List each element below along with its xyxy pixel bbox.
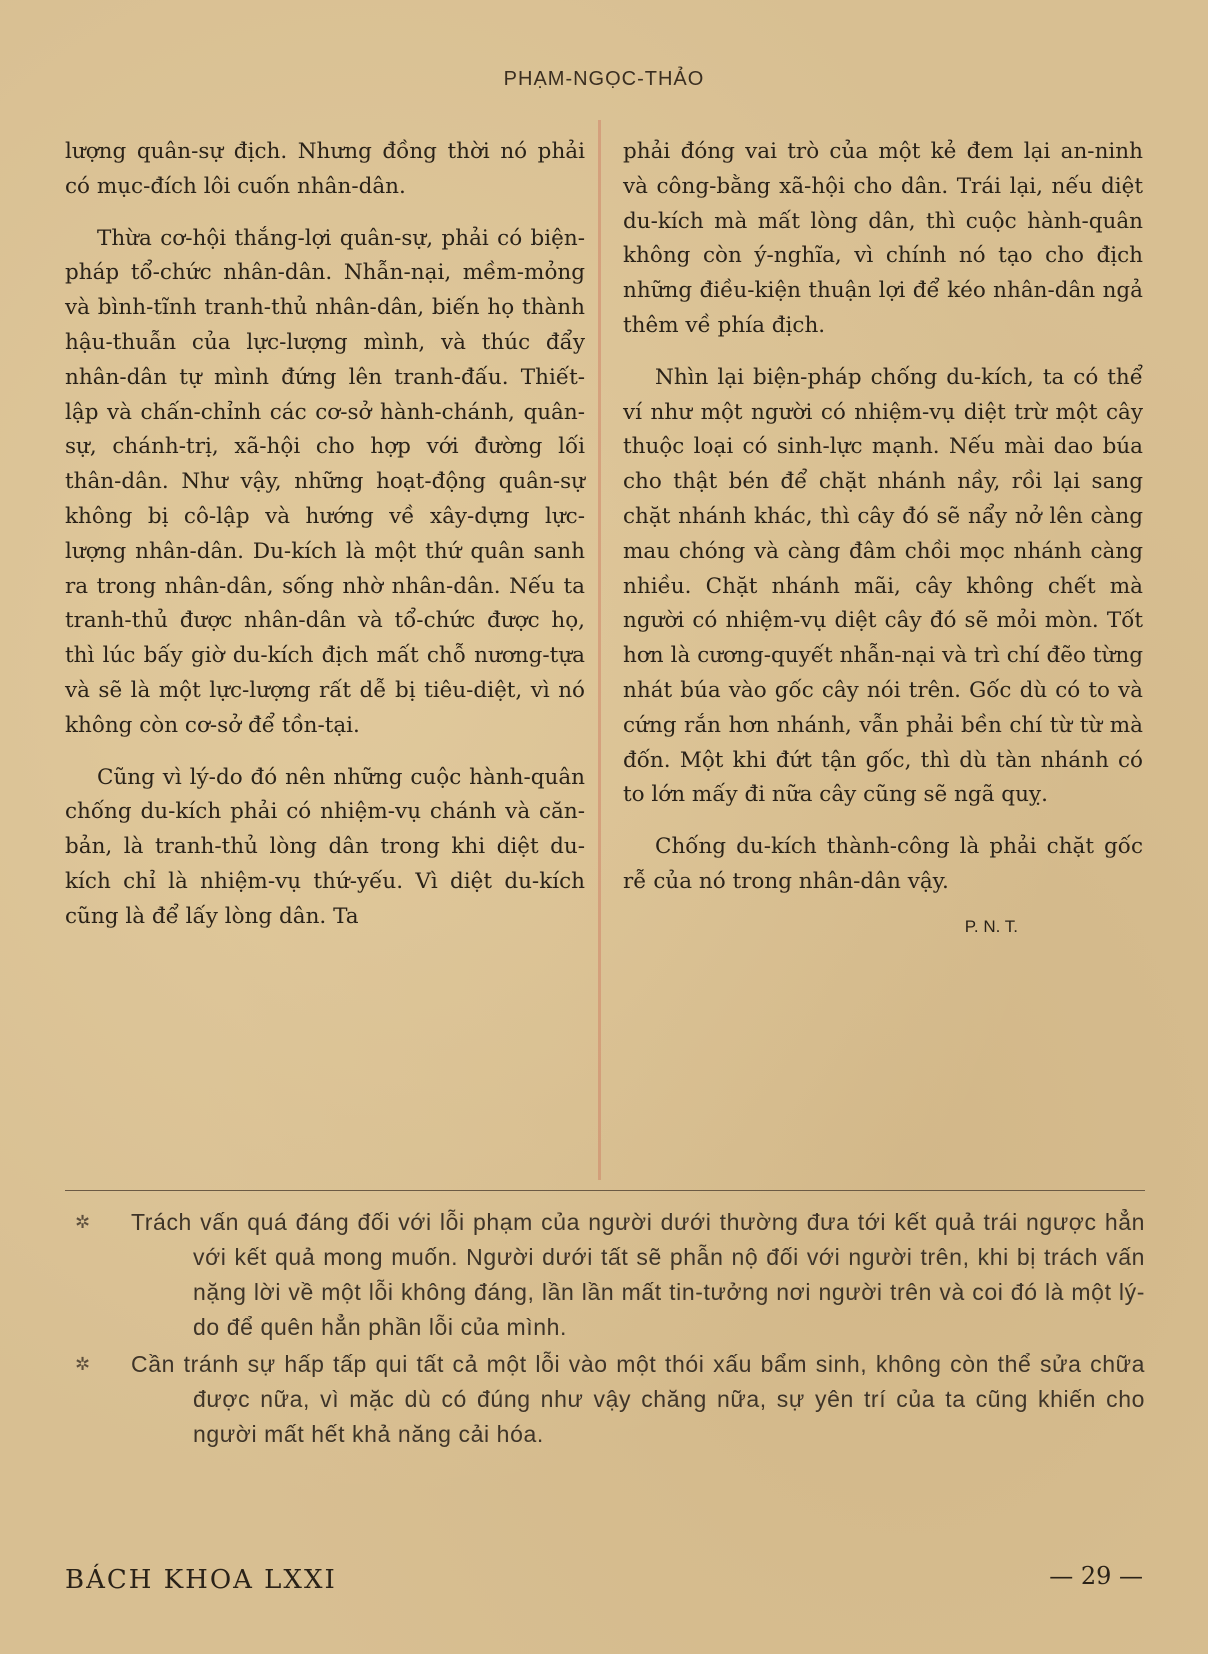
section-divider bbox=[65, 1190, 1145, 1191]
page-number: — 29 — bbox=[1049, 1562, 1143, 1590]
paragraph: Chống du-kích thành-công là phải chặt gốc rễ của nó trong nhân-dân vậy. bbox=[623, 834, 1143, 894]
running-head: PHẠM-NGỌC-THẢO bbox=[503, 68, 705, 90]
paragraph: lượng quân-sự địch. Nhưng đồng thời nó phải có mục-đích lôi cuốn nhân-dân. bbox=[65, 139, 585, 199]
paragraph: phải đóng vai trò của một kẻ đem lại an-ninh và công-bằng xã-hội cho dân. Trái lại, nếu diệt du-kích mà mất lòng dân, thì cuộc hành-quân không còn ý-nghĩa, vì chính nó tạo cho địch những điều-kiện thuận lợi để kéo nhân-dân ngả thêm về phía địch. bbox=[623, 139, 1143, 338]
note-item bbox=[65, 1205, 1145, 1345]
magazine-name: BÁCH KHOA LXXI bbox=[65, 1565, 337, 1595]
note-text: Cần tránh sự hấp tấp qui tất cả một lỗi vào một thói xấu bẩm sinh, không còn thể sửa chữa được nữa, vì mặc dù có đúng như vậy chăng nữa, sự yên trí của ta cũng khiến cho người mất hết khả năng cải hóa. bbox=[131, 1351, 1145, 1447]
star-bullet-icon: ✲ bbox=[75, 1212, 91, 1232]
left-column bbox=[65, 135, 585, 952]
star-bullet-icon: ✲ bbox=[75, 1354, 91, 1374]
paragraph: Cũng vì lý-do đó nên những cuộc hành-quân chống du-kích phải có nhiệm-vụ chánh và căn-bản, là tranh-thủ lòng dân trong khi diệt du-kích chỉ là nhiệm-vụ thứ-yếu. Vì diệt du-kích cũng là để lấy lòng dân. Ta bbox=[65, 764, 585, 929]
footnotes bbox=[65, 1205, 1145, 1454]
page-fold-mark bbox=[598, 120, 601, 1180]
paragraph: Nhìn lại biện-pháp chống du-kích, ta có thể ví như một người có nhiệm-vụ diệt trừ một cây thuộc loại có sinh-lực mạnh. Nếu mài dao búa cho thật bén để chặt nhánh nầy, rồi lại sang chặt nhánh khác, thì cây đó sẽ nẩy nở lên càng mau chóng và càng đâm chồi mọc nhánh càng nhiều. Chặt nhánh mãi, cây không chết mà người có nhiệm-vụ diệt cây đó sẽ mỏi mòn. Tốt hơn là cương-quyết nhẫn-nại và trì chí đẽo từng nhát búa vào gốc cây nói trên. Gốc dù có to và cứng rắn hơn nhánh, vẫn phải bền chí từ từ mà đốn. Một khi đứt tận gốc, thì dù tàn nhánh có to lớn mấy đi nữa cây cũng sẽ ngã quỵ. bbox=[623, 364, 1143, 808]
note-item bbox=[65, 1347, 1145, 1452]
right-column bbox=[623, 135, 1143, 937]
note-text: Trách vấn quá đáng đối với lỗi phạm của người dưới thường đưa tới kết quả trái ngược hẳn với kết quả mong muốn. Người dưới tất sẽ phẫn nộ đối với người trên, khi bị trách vấn nặng lời về một lỗi không đáng, lần lần mất tin-tưởng nơi người trên và coi đó là một lý-do để quên hẳn phần lỗi của mình. bbox=[131, 1209, 1145, 1340]
paragraph: Thừa cơ-hội thắng-lợi quân-sự, phải có biện-pháp tổ-chức nhân-dân. Nhẫn-nại, mềm-mỏng và bình-tĩnh tranh-thủ nhân-dân, biến họ thành hậu-thuẫn của lực-lượng mình, và thúc đẩy nhân-dân tự mình đứng lên tranh-đấu. Thiết-lập và chấn-chỉnh các cơ-sở hành-chánh, quân-sự, chánh-trị, xã-hội cho hợp với đường lối thân-dân. Như vậy, những hoạt-động quân-sự không bị cô-lập và hướng về xây-dựng lực-lượng nhân-dân. Du-kích là một thứ quân sanh ra trong nhân-dân, sống nhờ nhân-dân. Nếu ta tranh-thủ được nhân-dân và tổ-chức được họ, thì lúc bấy giờ du-kích địch mất chỗ nương-tựa và sẽ là một lực-lượng rất dễ bị tiêu-diệt, vì nó không còn cơ-sở để tồn-tại. bbox=[65, 225, 585, 738]
author-signature: P. N. T. bbox=[964, 916, 1018, 936]
